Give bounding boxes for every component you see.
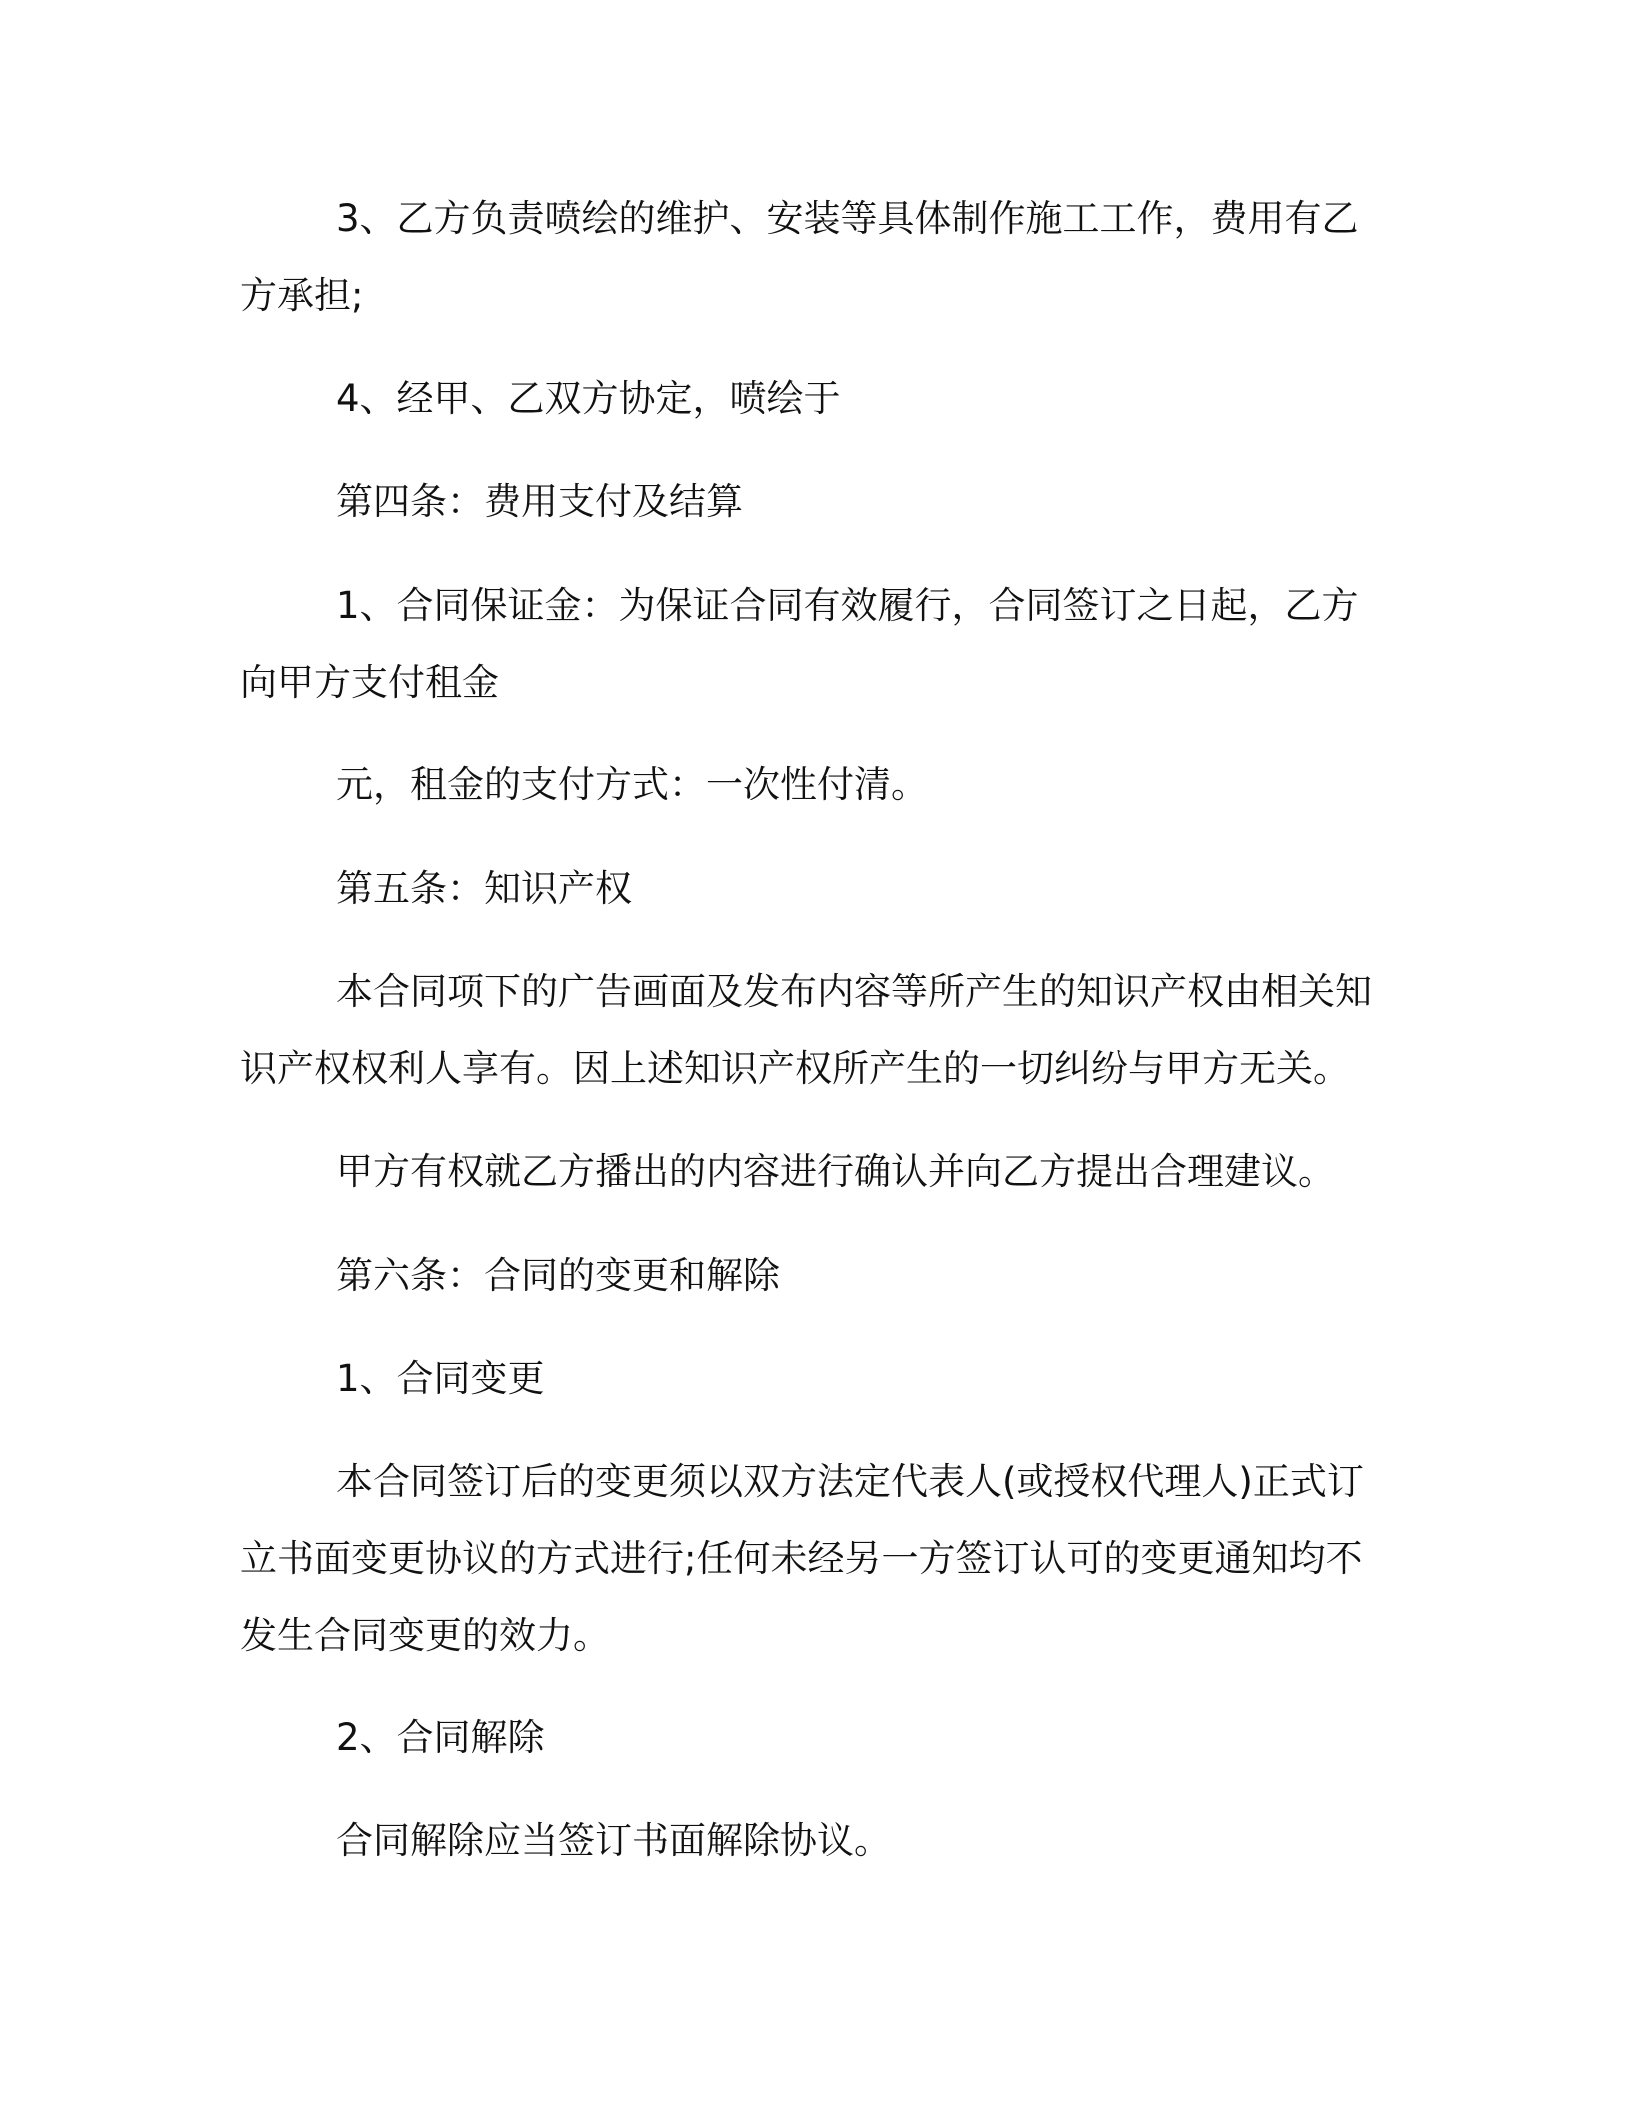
contract-termination-paragraph: 合同解除应当签订书面解除协议。 [336, 1819, 891, 1862]
article-6-heading: 第六条：合同的变更和解除 [336, 1254, 780, 1297]
clause-3-maintenance: 3、乙方负责喷绘的维护、安装等具体制作施工工作，费用有乙方承担; [240, 197, 1359, 317]
content-review-paragraph: 甲方有权就乙方播出的内容进行确认并向乙方提出合理建议。 [336, 1150, 1335, 1193]
clause-1-deposit: 1、合同保证金：为保证合同有效履行，合同签订之日起，乙方向甲方支付租金 [240, 584, 1359, 704]
contract-termination-heading: 2、合同解除 [336, 1716, 545, 1759]
clause-4-agreement: 4、经甲、乙双方协定，喷绘于 [336, 377, 841, 420]
contract-change-paragraph: 本合同签订后的变更须以双方法定代表人(或授权代理人)正式订立书面变更协议的方式进行;任何未经另一方签订认可的变更通知均不发生合同变更的效力。 [240, 1460, 1364, 1657]
article-4-heading: 第四条：费用支付及结算 [336, 480, 743, 523]
contract-change-heading: 1、合同变更 [336, 1357, 545, 1400]
article-5-heading: 第五条：知识产权 [336, 867, 632, 910]
payment-method-line: 元，租金的支付方式：一次性付清。 [336, 763, 928, 806]
ip-ownership-paragraph: 本合同项下的广告画面及发布内容等所产生的知识产权由相关知识产权权利人享有。因上述知识产权所产生的一切纠纷与甲方无关。 [240, 970, 1372, 1090]
